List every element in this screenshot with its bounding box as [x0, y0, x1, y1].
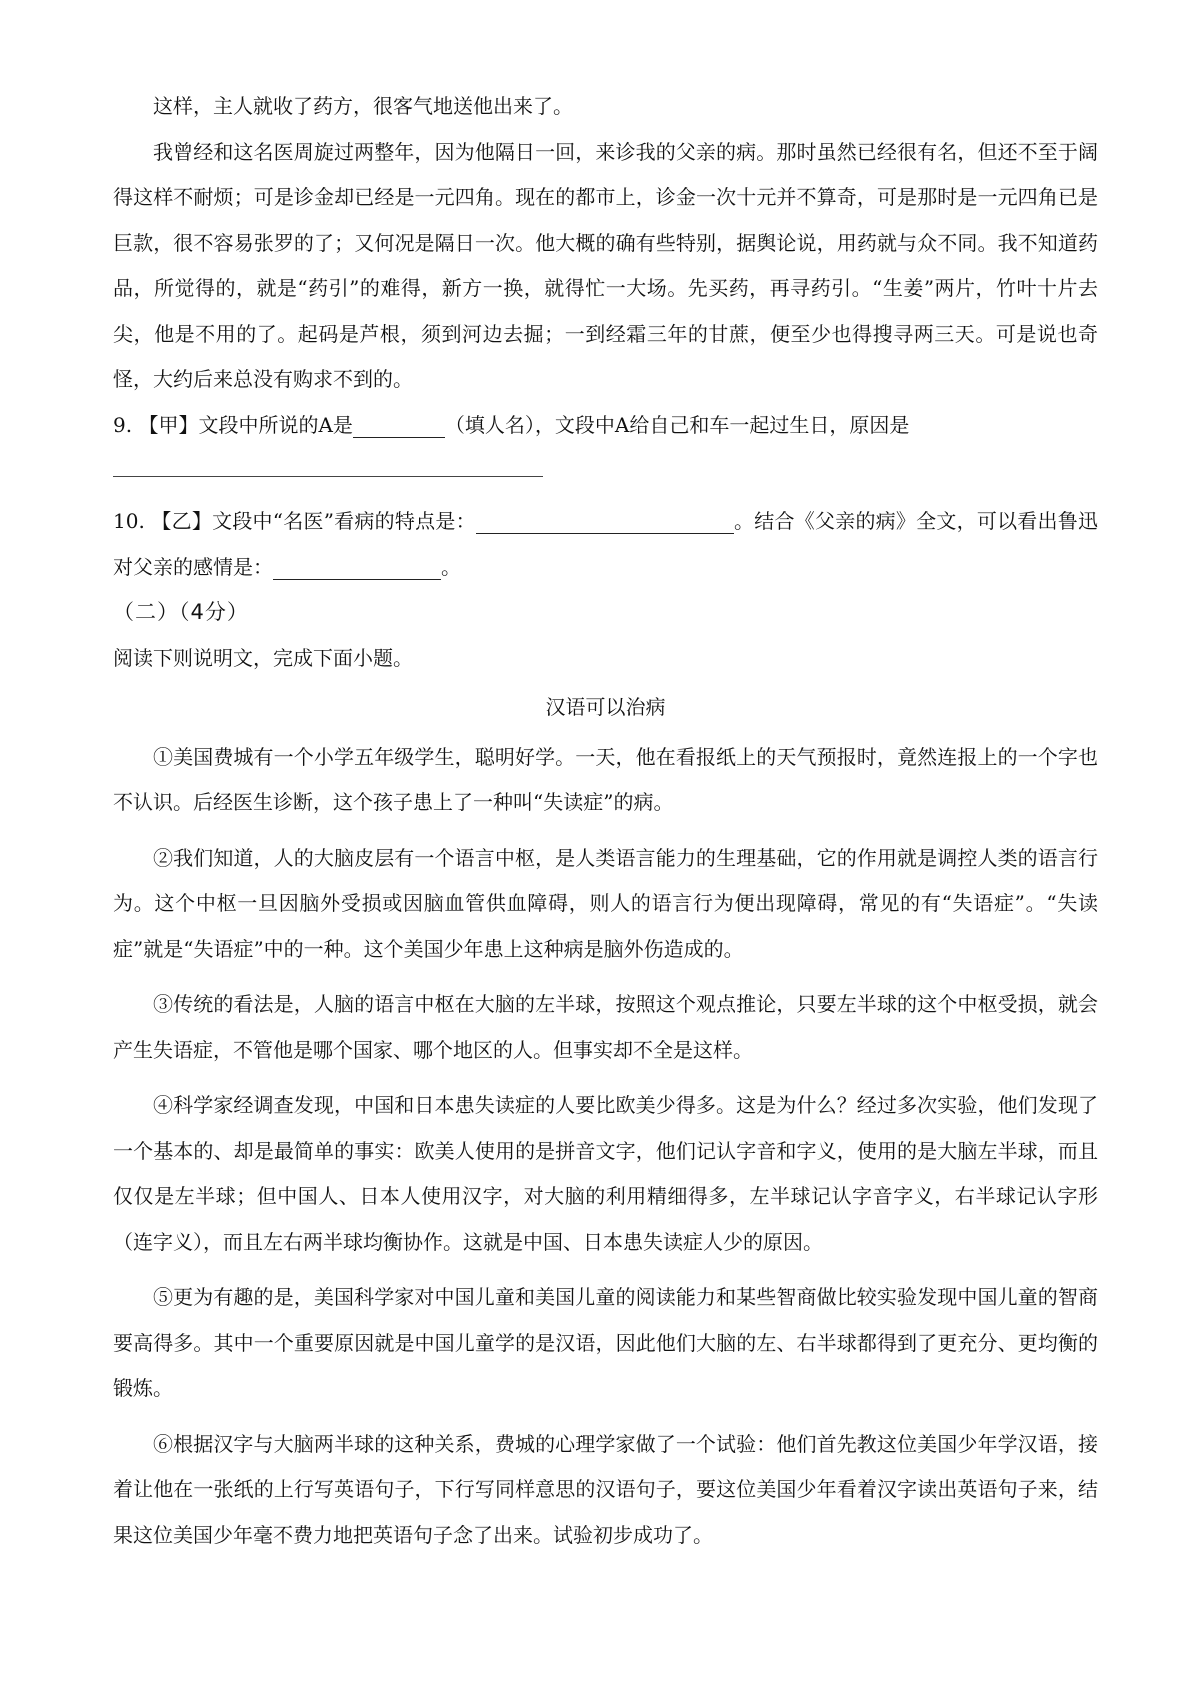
question-9: [113, 403, 1098, 449]
answer-blank-feeling[interactable]: [273, 555, 441, 580]
article-paragraph-2: ②我们知道，人的大脑皮层有一个语言中枢，是人类语言能力的生理基础，它的作用就是调控人类的语言行为。这个中枢一旦因脑外受损或因脑血管供血障碍，则人的语言行为便出现障碍，常见的有“失语症”。“失读症”就是“失语症”中的一种。这个美国少年患上这种病是脑外伤造成的。: [113, 845, 1098, 961]
answer-blank-name[interactable]: [353, 413, 445, 438]
page-content: [113, 84, 1098, 1558]
article-paragraph-6: ⑥根据汉字与大脑两半球的这种关系，费城的心理学家做了一个试验：他们首先教这位美国少年学汉语，接着让他在一张纸的上行写英语句子，下行写同样意思的汉语句子，要这位美国少年看着汉字读出英语句子来，结果这位美国少年毫不费力地把英语句子念了出来。试验初步成功了。: [113, 1431, 1098, 1547]
article-title: 汉语可以治病: [545, 695, 666, 719]
question-9-text: 9. 【甲】文段中所说的A是: [113, 412, 353, 437]
article-paragraph-5: ⑤更为有趣的是，美国科学家对中国儿童和美国儿童的阅读能力和某些智商做比较实验发现中国儿童的智商要高得多。其中一个重要原因就是中国儿童学的是汉语，因此他们大脑的左、右半球都得到了更充分、更均衡的锻炼。: [113, 1285, 1098, 1400]
passage-paragraph: 这样，主人就收了药方，很客气地送他出来了。: [153, 94, 573, 118]
article-paragraph-3: ③传统的看法是，人脑的语言中枢在大脑的左半球，按照这个观点推论，只要左半球的这个中枢受损，就会产生失语症，不管他是哪个国家、哪个地区的人。但事实却不全是这样。: [113, 992, 1098, 1062]
passage-paragraph: 我曾经和这名医周旋过两整年，因为他隔日一回，来诊我的父亲的病。那时虽然已经很有名，但还不至于阔得这样不耐烦；可是诊金却已经是一元四角。现在的都市上，诊金一次十元并不算奇，可是那时是一元四角已是巨款，很不容易张罗的了；又何况是隔日一次。他大概的确有些特别，据舆论说，用药就与众不同。我不知道药品，所觉得的，就是“药引”的难得，新方一换，就得忙一大场。先买药，再寻药引。“生姜”两片，竹叶十片去尖，他是不用的了。起码是芦根，须到河边去掘；一到经霜三年的甘蔗，便至少也得搜寻两三天。可是说也奇怪，大约后来总没有购求不到的。: [113, 139, 1098, 391]
question-9-text-2: （填人名），文段中A给自己和车一起过生日，原因是: [444, 412, 910, 437]
question-10-text-3: 。: [441, 554, 461, 579]
section-heading: （二）（4分）: [113, 600, 249, 624]
answer-line[interactable]: [113, 452, 543, 477]
section-instruction: 阅读下则说明文，完成下面小题。: [113, 645, 413, 670]
article-paragraph-1: ①美国费城有一个小学五年级学生，聪明好学。一天，他在看报纸上的天气预报时，竟然连报上的一个字也不认识。后经医生诊断，这个孩子患上了一种叫“失读症”的病。: [113, 744, 1098, 814]
question-10-text: 10. 【乙】文段中“名医”看病的特点是：: [113, 509, 476, 533]
question-10: [113, 499, 1098, 590]
question-10-text-2: 。结合《父亲的病》全文，可以看出鲁迅对父亲的感情是：: [113, 509, 1098, 579]
article-paragraph-4: ④科学家经调查发现，中国和日本患失读症的人要比欧美少得多。这是为什么？经过多次实验，他们发现了一个基本的、却是最简单的事实：欧美人使用的是拼音文字，他们记认字音和字义，使用的是大脑左半球，而且仅仅是左半球；但中国人、日本人使用汉字，对大脑的利用精细得多，左半球记认字音字义，右半球记认字形（连字义），而且左右两半球均衡协作。这就是中国、日本患失读症人少的原因。: [113, 1093, 1098, 1254]
answer-blank-features[interactable]: [476, 509, 734, 534]
